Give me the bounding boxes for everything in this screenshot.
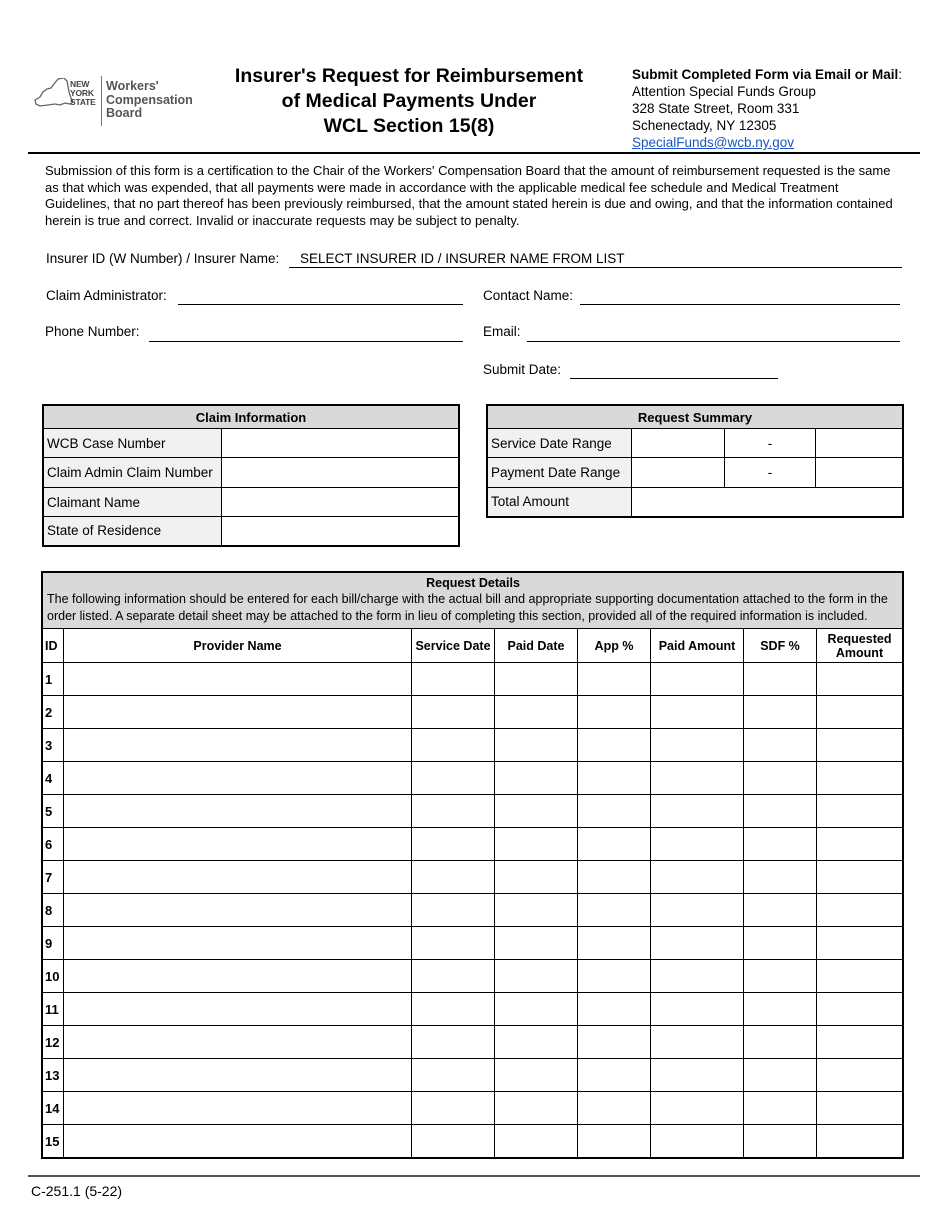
paid-amount-cell[interactable]	[651, 795, 744, 828]
claim-information-table	[42, 404, 460, 547]
paid-amount-cell[interactable]	[651, 1092, 744, 1125]
form-title	[200, 64, 618, 139]
paid-date-cell[interactable]	[495, 663, 578, 696]
insurer-underline	[289, 267, 902, 268]
row-id: 10	[42, 960, 64, 993]
email-label: Email:	[483, 324, 521, 339]
provider-name-cell[interactable]	[64, 1026, 412, 1059]
service-date-to-field[interactable]	[816, 429, 904, 458]
requested-amount-cell[interactable]	[817, 729, 904, 762]
request-details-title: Request Details	[426, 576, 520, 590]
paid-date-cell[interactable]	[495, 762, 578, 795]
payment-date-from-field[interactable]	[632, 458, 725, 488]
insurer-select[interactable]: SELECT INSURER ID / INSURER NAME FROM LIST	[300, 251, 625, 266]
app-percent-cell[interactable]	[578, 927, 651, 960]
logo-state-line: YORK	[70, 88, 94, 98]
paid-date-cell[interactable]	[495, 1059, 578, 1092]
service-date-cell[interactable]	[412, 729, 495, 762]
logo-org-line: Workers'	[106, 79, 159, 93]
payment-date-range-dash: -	[725, 458, 816, 488]
wcb-case-number-field[interactable]	[222, 429, 460, 458]
paid-amount-cell[interactable]	[651, 927, 744, 960]
row-id: 12	[42, 1026, 64, 1059]
sdf-percent-cell[interactable]	[744, 795, 817, 828]
row-id: 6	[42, 828, 64, 861]
requested-amount-cell[interactable]	[817, 762, 904, 795]
sdf-percent-cell[interactable]	[744, 696, 817, 729]
col-header-app-percent: App %	[578, 629, 651, 663]
paid-date-cell[interactable]	[495, 1026, 578, 1059]
service-date-cell[interactable]	[412, 696, 495, 729]
service-date-cell[interactable]	[412, 927, 495, 960]
request-details-table	[41, 571, 904, 1159]
provider-name-cell[interactable]	[64, 960, 412, 993]
requested-amount-cell[interactable]	[817, 1092, 904, 1125]
paid-amount-cell[interactable]	[651, 894, 744, 927]
submit-email-link[interactable]: SpecialFunds@wcb.ny.gov	[632, 135, 795, 150]
submit-instructions	[632, 66, 902, 151]
paid-date-cell[interactable]	[495, 729, 578, 762]
title-line: WCL Section 15(8)	[323, 115, 495, 137]
address-line: 328 State Street, Room 331	[632, 101, 800, 116]
service-date-cell[interactable]	[412, 663, 495, 696]
app-percent-cell[interactable]	[578, 1026, 651, 1059]
row-id: 4	[42, 762, 64, 795]
address-line: Schenectady, NY 12305	[632, 118, 777, 133]
requested-amount-cell[interactable]	[817, 861, 904, 894]
paid-date-cell[interactable]	[495, 894, 578, 927]
paid-amount-cell[interactable]	[651, 663, 744, 696]
app-percent-cell[interactable]	[578, 960, 651, 993]
paid-amount-cell[interactable]	[651, 993, 744, 1026]
sdf-percent-cell[interactable]	[744, 1059, 817, 1092]
col-header-sdf-percent: SDF %	[744, 629, 817, 663]
table-row	[42, 828, 903, 861]
payment-date-to-field[interactable]	[816, 458, 904, 488]
sdf-percent-cell[interactable]	[744, 1125, 817, 1159]
phone-number-field[interactable]	[149, 341, 463, 342]
app-percent-cell[interactable]	[578, 762, 651, 795]
row-id: 3	[42, 729, 64, 762]
logo-state-text	[70, 80, 96, 107]
col-header-service-date: Service Date	[412, 629, 495, 663]
table-row	[42, 927, 903, 960]
state-of-residence-field[interactable]	[222, 517, 460, 546]
payment-date-range-label: Payment Date Range	[487, 458, 632, 488]
provider-name-cell[interactable]	[64, 861, 412, 894]
sdf-percent-cell[interactable]	[744, 927, 817, 960]
total-amount-label: Total Amount	[487, 488, 632, 517]
title-line: of Medical Payments Under	[281, 90, 537, 112]
logo-divider	[101, 76, 102, 126]
row-id: 8	[42, 894, 64, 927]
service-date-range-dash: -	[725, 429, 816, 458]
sdf-percent-cell[interactable]	[744, 894, 817, 927]
paid-amount-cell[interactable]	[651, 762, 744, 795]
claim-information-title: Claim Information	[43, 405, 459, 429]
logo-org-line: Board	[106, 106, 143, 120]
requested-amount-cell[interactable]	[817, 1059, 904, 1092]
table-row	[42, 696, 903, 729]
contact-name-field[interactable]	[580, 304, 900, 305]
paid-date-cell[interactable]	[495, 795, 578, 828]
table-row	[42, 861, 903, 894]
certification-text: Submission of this form is a certification to the Chair of the Workers' Compensation Board that the amount of reimbursement requested is the same as that which was expended, that all payments were made in accordance with the applicable medical fee schedule and Medical Treatment Guidelines, that no part thereof has been previously reimbursed, that the amount stated herein is due and owing, and that the information contained herein is true and correct. Invalid or inaccurate requests may be subject to penalty.	[45, 163, 893, 228]
requested-amount-cell[interactable]	[817, 1026, 904, 1059]
app-percent-cell[interactable]	[578, 663, 651, 696]
col-header-provider-name: Provider Name	[64, 629, 412, 663]
row-id: 2	[42, 696, 64, 729]
provider-name-cell[interactable]	[64, 729, 412, 762]
service-date-cell[interactable]	[412, 1125, 495, 1159]
table-row	[42, 663, 903, 696]
request-summary-title: Request Summary	[487, 405, 903, 429]
paid-amount-cell[interactable]	[651, 861, 744, 894]
logo-state-line: NEW	[70, 79, 90, 89]
ny-state-outline-icon	[34, 78, 74, 114]
requested-amount-cell[interactable]	[817, 927, 904, 960]
phone-number-label: Phone Number:	[45, 324, 140, 339]
claim-administrator-field[interactable]	[178, 304, 463, 305]
sdf-percent-cell[interactable]	[744, 1092, 817, 1125]
service-date-range-label: Service Date Range	[487, 429, 632, 458]
paid-date-cell[interactable]	[495, 861, 578, 894]
app-percent-cell[interactable]	[578, 1125, 651, 1159]
service-date-cell[interactable]	[412, 1026, 495, 1059]
row-id: 11	[42, 993, 64, 1026]
paid-amount-cell[interactable]	[651, 729, 744, 762]
submit-date-label: Submit Date:	[483, 362, 562, 377]
row-id: 15	[42, 1125, 64, 1159]
paid-amount-cell[interactable]	[651, 1059, 744, 1092]
claimant-name-field[interactable]	[222, 488, 460, 517]
provider-name-cell[interactable]	[64, 696, 412, 729]
service-date-cell[interactable]	[412, 1059, 495, 1092]
logo-org-text	[106, 80, 193, 121]
requested-amount-cell[interactable]	[817, 663, 904, 696]
app-percent-cell[interactable]	[578, 1092, 651, 1125]
submit-date-field[interactable]	[570, 378, 778, 379]
table-row	[42, 894, 903, 927]
sdf-percent-cell[interactable]	[744, 762, 817, 795]
service-date-cell[interactable]	[412, 960, 495, 993]
provider-name-cell[interactable]	[64, 894, 412, 927]
insurer-label: Insurer ID (W Number) / Insurer Name:	[46, 251, 280, 266]
footer-divider	[28, 1175, 920, 1177]
col-header-paid-amount: Paid Amount	[651, 629, 744, 663]
table-row	[42, 1026, 903, 1059]
app-percent-cell[interactable]	[578, 993, 651, 1026]
title-line: Insurer's Request for Reimbursement	[234, 65, 584, 87]
claim-admin-claim-number-field[interactable]	[222, 458, 460, 488]
provider-name-cell[interactable]	[64, 927, 412, 960]
claim-administrator-label: Claim Administrator:	[46, 288, 167, 303]
state-of-residence-label: State of Residence	[43, 517, 222, 546]
header-divider	[28, 152, 920, 154]
requested-amount-cell[interactable]	[817, 993, 904, 1026]
requested-amount-cell[interactable]	[817, 696, 904, 729]
service-date-cell[interactable]	[412, 1092, 495, 1125]
col-header-requested-amount: Requested Amount	[817, 629, 904, 663]
table-row	[42, 1059, 903, 1092]
sdf-percent-cell[interactable]	[744, 1026, 817, 1059]
row-id: 5	[42, 795, 64, 828]
paid-amount-cell[interactable]	[651, 960, 744, 993]
paid-amount-cell[interactable]	[651, 1125, 744, 1159]
submit-heading: Submit Completed Form via Email or Mail	[632, 67, 899, 82]
paid-date-cell[interactable]	[495, 1092, 578, 1125]
request-summary-table	[486, 404, 904, 518]
sdf-percent-cell[interactable]	[744, 663, 817, 696]
provider-name-cell[interactable]	[64, 1092, 412, 1125]
detail-rows	[42, 663, 903, 1159]
provider-name-cell[interactable]	[64, 993, 412, 1026]
claimant-name-label: Claimant Name	[43, 488, 222, 517]
app-percent-cell[interactable]	[578, 795, 651, 828]
service-date-cell[interactable]	[412, 828, 495, 861]
table-row	[42, 762, 903, 795]
col-header-id: ID	[42, 629, 64, 663]
row-id: 7	[42, 861, 64, 894]
service-date-cell[interactable]	[412, 894, 495, 927]
sdf-percent-cell[interactable]	[744, 993, 817, 1026]
requested-amount-cell[interactable]	[817, 894, 904, 927]
claim-admin-claim-number-label: Claim Admin Claim Number	[43, 458, 222, 488]
app-percent-cell[interactable]	[578, 729, 651, 762]
service-date-cell[interactable]	[412, 762, 495, 795]
form-code: C-251.1 (5-22)	[31, 1183, 123, 1199]
provider-name-cell[interactable]	[64, 828, 412, 861]
table-row	[42, 1125, 903, 1159]
paid-date-cell[interactable]	[495, 960, 578, 993]
col-header-paid-date: Paid Date	[495, 629, 578, 663]
row-id: 13	[42, 1059, 64, 1092]
requested-amount-cell[interactable]	[817, 828, 904, 861]
wcb-logo	[34, 74, 199, 130]
service-date-cell[interactable]	[412, 861, 495, 894]
table-row	[42, 1092, 903, 1125]
paid-amount-cell[interactable]	[651, 828, 744, 861]
provider-name-cell[interactable]	[64, 1059, 412, 1092]
sdf-percent-cell[interactable]	[744, 861, 817, 894]
table-row	[42, 960, 903, 993]
paid-amount-cell[interactable]	[651, 696, 744, 729]
table-row	[42, 795, 903, 828]
logo-state-line: STATE	[70, 97, 96, 107]
paid-date-cell[interactable]	[495, 1125, 578, 1159]
provider-name-cell[interactable]	[64, 795, 412, 828]
row-id: 9	[42, 927, 64, 960]
row-id: 1	[42, 663, 64, 696]
email-field[interactable]	[527, 341, 900, 342]
wcb-case-number-label: WCB Case Number	[43, 429, 222, 458]
app-percent-cell[interactable]	[578, 861, 651, 894]
request-details-instructions: The following information should be entered for each bill/charge with the actual bill and appropriate supporting documentation attached to the form in the order listed. A separate detail sheet may be attached to the form in lieu of completing this section, provided all of the required information is included.	[47, 592, 888, 623]
sdf-percent-cell[interactable]	[744, 960, 817, 993]
paid-amount-cell[interactable]	[651, 1026, 744, 1059]
service-date-cell[interactable]	[412, 993, 495, 1026]
provider-name-cell[interactable]	[64, 663, 412, 696]
request-details-header	[42, 572, 903, 629]
app-percent-cell[interactable]	[578, 1059, 651, 1092]
app-percent-cell[interactable]	[578, 696, 651, 729]
service-date-cell[interactable]	[412, 795, 495, 828]
total-amount-field[interactable]	[632, 488, 904, 517]
paid-date-cell[interactable]	[495, 993, 578, 1026]
sdf-percent-cell[interactable]	[744, 729, 817, 762]
service-date-from-field[interactable]	[632, 429, 725, 458]
app-percent-cell[interactable]	[578, 828, 651, 861]
paid-date-cell[interactable]	[495, 927, 578, 960]
requested-amount-cell[interactable]	[817, 795, 904, 828]
paid-date-cell[interactable]	[495, 828, 578, 861]
provider-name-cell[interactable]	[64, 1125, 412, 1159]
provider-name-cell[interactable]	[64, 762, 412, 795]
contact-name-label: Contact Name:	[483, 288, 574, 303]
logo-org-line: Compensation	[106, 92, 193, 107]
paid-date-cell[interactable]	[495, 696, 578, 729]
address-line: Attention Special Funds Group	[632, 84, 816, 99]
sdf-percent-cell[interactable]	[744, 828, 817, 861]
table-row	[42, 993, 903, 1026]
requested-amount-cell[interactable]	[817, 960, 904, 993]
table-row	[42, 729, 903, 762]
row-id: 14	[42, 1092, 64, 1125]
requested-amount-cell[interactable]	[817, 1125, 904, 1159]
submit-heading-colon: :	[898, 67, 903, 82]
app-percent-cell[interactable]	[578, 894, 651, 927]
